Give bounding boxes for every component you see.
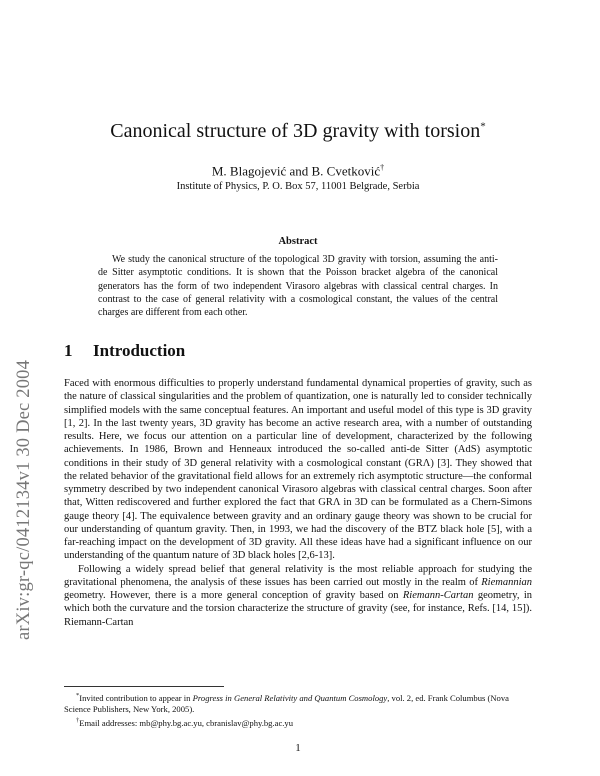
emphasis-riemannian: Riemannian [481, 576, 532, 588]
page-number: 1 [295, 742, 301, 754]
footnote-1-emphasis: Progress in General Relativity and Quantum Cosmology [192, 692, 388, 703]
abstract-text: We study the canonical structure of the topological 3D gravity with torsion, assuming the anti-de Sitter asymptotic conditions. It is shown that the Poisson bracket algebra of the canonical generators has the form of two independent Virasoro algebras with classical central charges. In contrast to the case of general relativity with a cosmological constant, the values of the central charges are different from each other. [98, 254, 498, 319]
authors [64, 163, 532, 179]
footnote-rule [64, 686, 224, 687]
footnotes [64, 686, 532, 729]
title-text: Canonical structure of 3D gravity with torsion [110, 120, 481, 142]
title-footnote-mark: * [480, 120, 486, 133]
footnote-1: *Invited contribution to appear in Progress in General Relativity and Quantum Cosmology, vol. 2, ed. Frank Columbus (Nova Science Publishers, New York, 2005). [64, 692, 509, 715]
footnote-2: †Email addresses: mb@phy.bg.ac.yu, cbranislav@phy.bg.ac.yu [76, 717, 293, 729]
section-title: Introduction [93, 341, 186, 360]
paper-title [64, 120, 532, 143]
arxiv-stamp [14, 200, 38, 640]
section-heading [64, 341, 185, 361]
paragraph-1: Faced with enormous difficulties to properly understand fundamental dynamical properties of gravity, such as the nature of classical singularities and the problem of quantization, one is naturally led to consider technically simplified models with the same conceptual features. An important and useful model of this type is 3D gravity [1, 2]. In the last twenty years, 3D gravity has become an active research area, with a number of outstanding results. Here, we focus our attention on a particular line of development, characterized by the following achievements. In 1986, Brown and Henneaux introduced the so-called anti-de Sitter (AdS) asymptotic conditions in their study of 3D general relativity with a cosmological constant (GRΛ) [3]. They showed that the related behavior of the gravitational field allows for an extremely rich asymptotic structure—the conformal symmetry described by two independent canonical Virasoro algebras with classical central charges. Soon after that, Witten rediscovered and further explored the fact that GRΛ in 3D can be formulated as a Chern-Simons gauge theory [4]. The equivalence between gravity and an ordinary gauge theory was shown to be crucial for our understanding of quantum gravity. Then, in 1993, we had the discovery of the BTZ black hole [5], with a far-reaching impact on the development of 3D gravity. All these ideas have had a significant influence on our understanding of the quantum nature of 3D black holes [2,6-13]. [64, 378, 532, 562]
abstract-heading: Abstract [278, 236, 318, 247]
body-text [64, 377, 532, 629]
affiliation: Institute of Physics, P. O. Box 57, 11001 Belgrade, Serbia [176, 181, 420, 192]
arxiv-stamp-text: arXiv:gr-qc/0412134v1 30 Dec 2004 [14, 359, 34, 640]
authors-footnote-mark: † [380, 163, 385, 172]
section-number: 1 [64, 341, 73, 360]
paragraph-2: Following a widely spread belief that general relativity is the most reliable approach for studying the gravitational phenomena, the analysis of these issues has been carried out mostly in the realm of Riemannian geometry. However, there is a more general conception of gravity based on Riemann-Cartan geometry, in which both the curvature and the torsion characterize the structure of gravity (see, for instance, Refs. [14, 15]). Riemann-Cartan [64, 563, 532, 628]
emphasis-riemann-cartan: Riemann-Cartan [402, 590, 474, 601]
authors-text: M. Blagojević and B. Cvetković [211, 163, 381, 179]
